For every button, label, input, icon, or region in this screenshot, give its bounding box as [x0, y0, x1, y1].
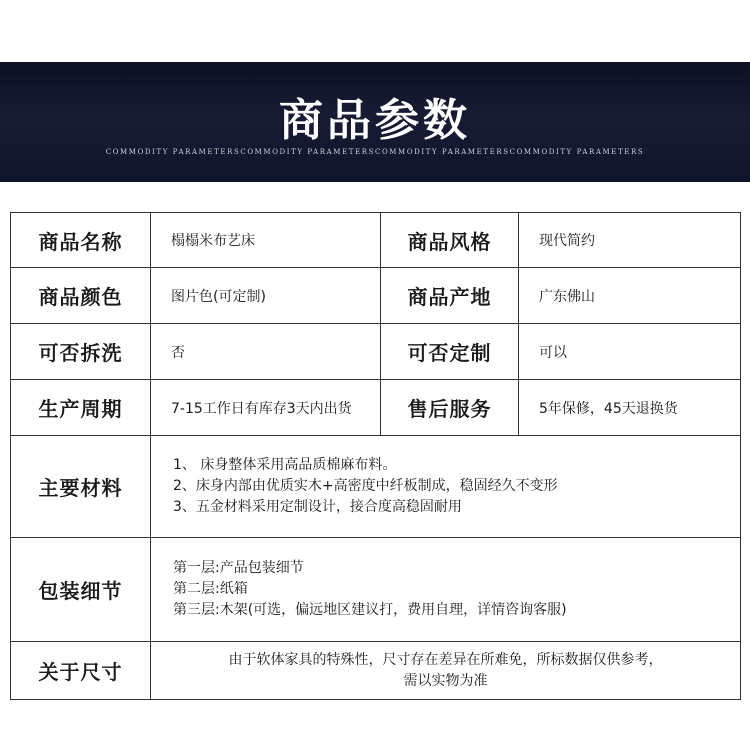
- page-title: 商品参数: [279, 95, 471, 146]
- param-label: 生产周期: [11, 380, 151, 436]
- param-label: 可否定制: [381, 324, 519, 380]
- packaging-label: 包装细节: [11, 538, 151, 642]
- packaging-line: 第三层:木架(可选，偏远地区建议打，费用自理，详情咨询客服): [173, 602, 567, 618]
- materials-line: 3、五金材料采用定制设计，接合度高稳固耐用: [173, 499, 462, 515]
- param-value: 7-15工作日有库存3天内出货: [151, 380, 381, 436]
- table-row-size: [11, 642, 741, 700]
- packaging-value: [151, 538, 741, 642]
- size-label: 关于尺寸: [11, 642, 151, 700]
- table-row: [11, 324, 741, 380]
- param-label: 商品产地: [381, 268, 519, 324]
- param-value: 广东佛山: [519, 268, 741, 324]
- param-value: 否: [151, 324, 381, 380]
- table-row: [11, 268, 741, 324]
- param-label: 商品名称: [11, 213, 151, 268]
- size-line: 需以实物为准: [403, 672, 488, 689]
- param-label: 售后服务: [381, 380, 519, 436]
- param-label: 商品颜色: [11, 268, 151, 324]
- table-row-packaging: [11, 538, 741, 642]
- param-label: 可否拆洗: [11, 324, 151, 380]
- materials-line: 1、 床身整体采用高品质棉麻布料。: [173, 457, 397, 473]
- size-line: 由于软体家具的特殊性，尺寸存在差异在所难免，所标数据仅供参考，: [228, 651, 663, 668]
- param-label: 商品风格: [381, 213, 519, 268]
- packaging-line: 第二层:纸箱: [173, 581, 248, 597]
- param-value: 榻榻米布艺床: [151, 213, 381, 268]
- param-value: 现代简约: [519, 213, 741, 268]
- parameters-table: [10, 212, 741, 700]
- param-value: 5年保修，45天退换货: [519, 380, 741, 436]
- size-value: [151, 642, 741, 700]
- packaging-line: 第一层:产品包装细节: [173, 560, 304, 576]
- page-subtitle: COMMODITY PARAMETERSCOMMODITY PARAMETERSCOMMODITY PARAMETERSCOMMODITY PARAMETERS: [105, 148, 645, 156]
- param-value: 图片色(可定制): [151, 268, 381, 324]
- table-row: [11, 380, 741, 436]
- header-banner: [0, 62, 750, 182]
- materials-label: 主要材料: [11, 436, 151, 538]
- materials-value: [151, 436, 741, 538]
- param-value: 可以: [519, 324, 741, 380]
- table-row-materials: [11, 436, 741, 538]
- table-row: [11, 213, 741, 268]
- materials-line: 2、床身内部由优质实木+高密度中纤板制成，稳固经久不变形: [173, 478, 558, 494]
